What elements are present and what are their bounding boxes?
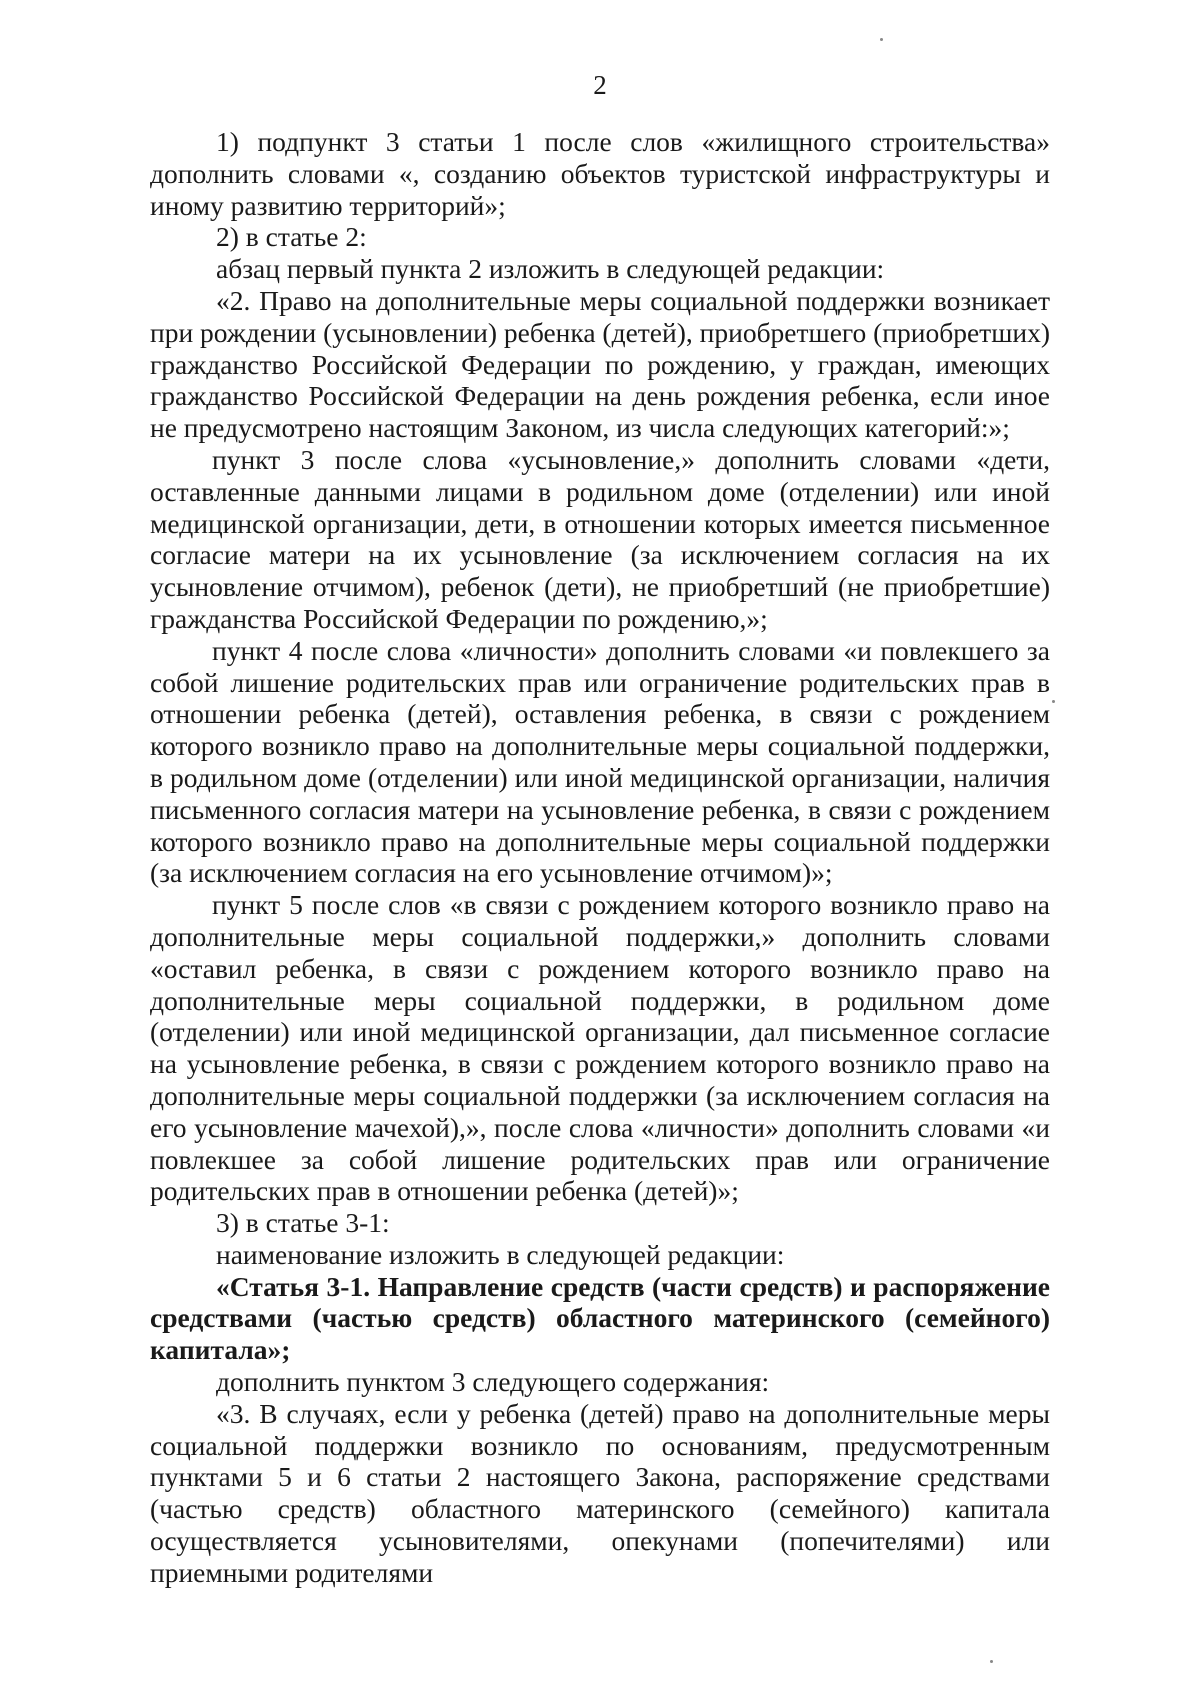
paragraph-abzac-instruction: абзац первый пункта 2 изложить в следующей редакции:: [216, 253, 885, 285]
paragraph-amendment-3-heading: 3) в статье 3-1:: [216, 1207, 390, 1239]
page-number: 2: [593, 70, 607, 100]
paragraph-amendment-2-heading: 2) в статье 2:: [216, 221, 367, 253]
paragraph-point-4: пункт 4 после слова «личности» дополнить словами «и повлекшего за собой лишение родительских прав или ограничение родительских прав в отношении ребенка (детей), оставления ребенка, в связи с рождением которого возникло право на дополнительные меры социальной поддержки, в родильном доме (отделении) или иной медицинской организации, наличия письменного согласия матери на усыновление ребенка, в связи с рождением которого возникло право на дополнительные меры социальной поддержки (за исключением согласия на его усыновление отчимом)»;: [150, 634, 1050, 889]
scan-artifact: [880, 38, 883, 41]
paragraph-article-title: «Статья 3-1. Направление средств (части средств) и распоряжение средствами (частью средств) областного материнского (семейного) капитала»;: [150, 1270, 1050, 1366]
paragraph-title-instruction: наименование изложить в следующей редакции:: [216, 1238, 785, 1270]
paragraph-amendment-1: 1) подпункт 3 статьи 1 после слов «жилищного строительства» дополнить словами «, созданию объектов туристской инфраструктуры и иному развитию территорий»;: [150, 126, 1050, 221]
scan-artifact: [990, 1660, 993, 1663]
paragraph-point-5: пункт 5 после слов «в связи с рождением которого возникло право на дополнительные меры социальной поддержки,» дополнить словами «оставил ребенка, в связи с рождением которого возникло право на дополнительные меры социальной поддержки, в родильном доме (отделении) или иной медицинской организации, дал письменное согласие на усыновление ребенка, в связи с рождением которого возникло право на дополнительные меры социальной поддержки (за исключением согласия на его усыновление мачехой),», после слова «личности» дополнить словами «и повлекшее за собой лишение родительских прав или ограничение родительских прав в отношении ребенка (детей)»;: [150, 889, 1050, 1207]
document-body: [150, 126, 1050, 1589]
paragraph-point-3: пункт 3 после слова «усыновление,» дополнить словами «дети, оставленные данными лицами в родильном доме (отделении) или иной медицинской организации, дети, в отношении которых имеется письменное согласие матери на их усыновление (за исключением согласия на их усыновление отчимом), ребенок (дети), не приобретший (не приобретшие) гражданства Российской Федерации по рождению,»;: [150, 443, 1050, 634]
paragraph-new-point-3: «3. В случаях, если у ребенка (детей) право на дополнительные меры социальной поддержки возникло по основаниям, предусмотренным пунктами 5 и 6 статьи 2 настоящего Закона, распоряжение средствами (частью средств) областного материнского (семейного) капитала осуществляется усыновителями, опекунами (попечителями) или приемными родителями: [150, 1397, 1050, 1588]
scan-artifact: [1052, 700, 1055, 703]
paragraph-new-point-2: «2. Право на дополнительные меры социальной поддержки возникает при рождении (усыновлении) ребенка (детей), приобретшего (приобретших) гражданство Российской Федерации по рождению, у граждан, имеющих гражданство Российской Федерации на день рождения ребенка, если иное не предусмотрено настоящим Законом, из числа следующих категорий:»;: [150, 284, 1050, 444]
paragraph-add-point-instruction: дополнить пунктом 3 следующего содержания:: [216, 1366, 770, 1398]
